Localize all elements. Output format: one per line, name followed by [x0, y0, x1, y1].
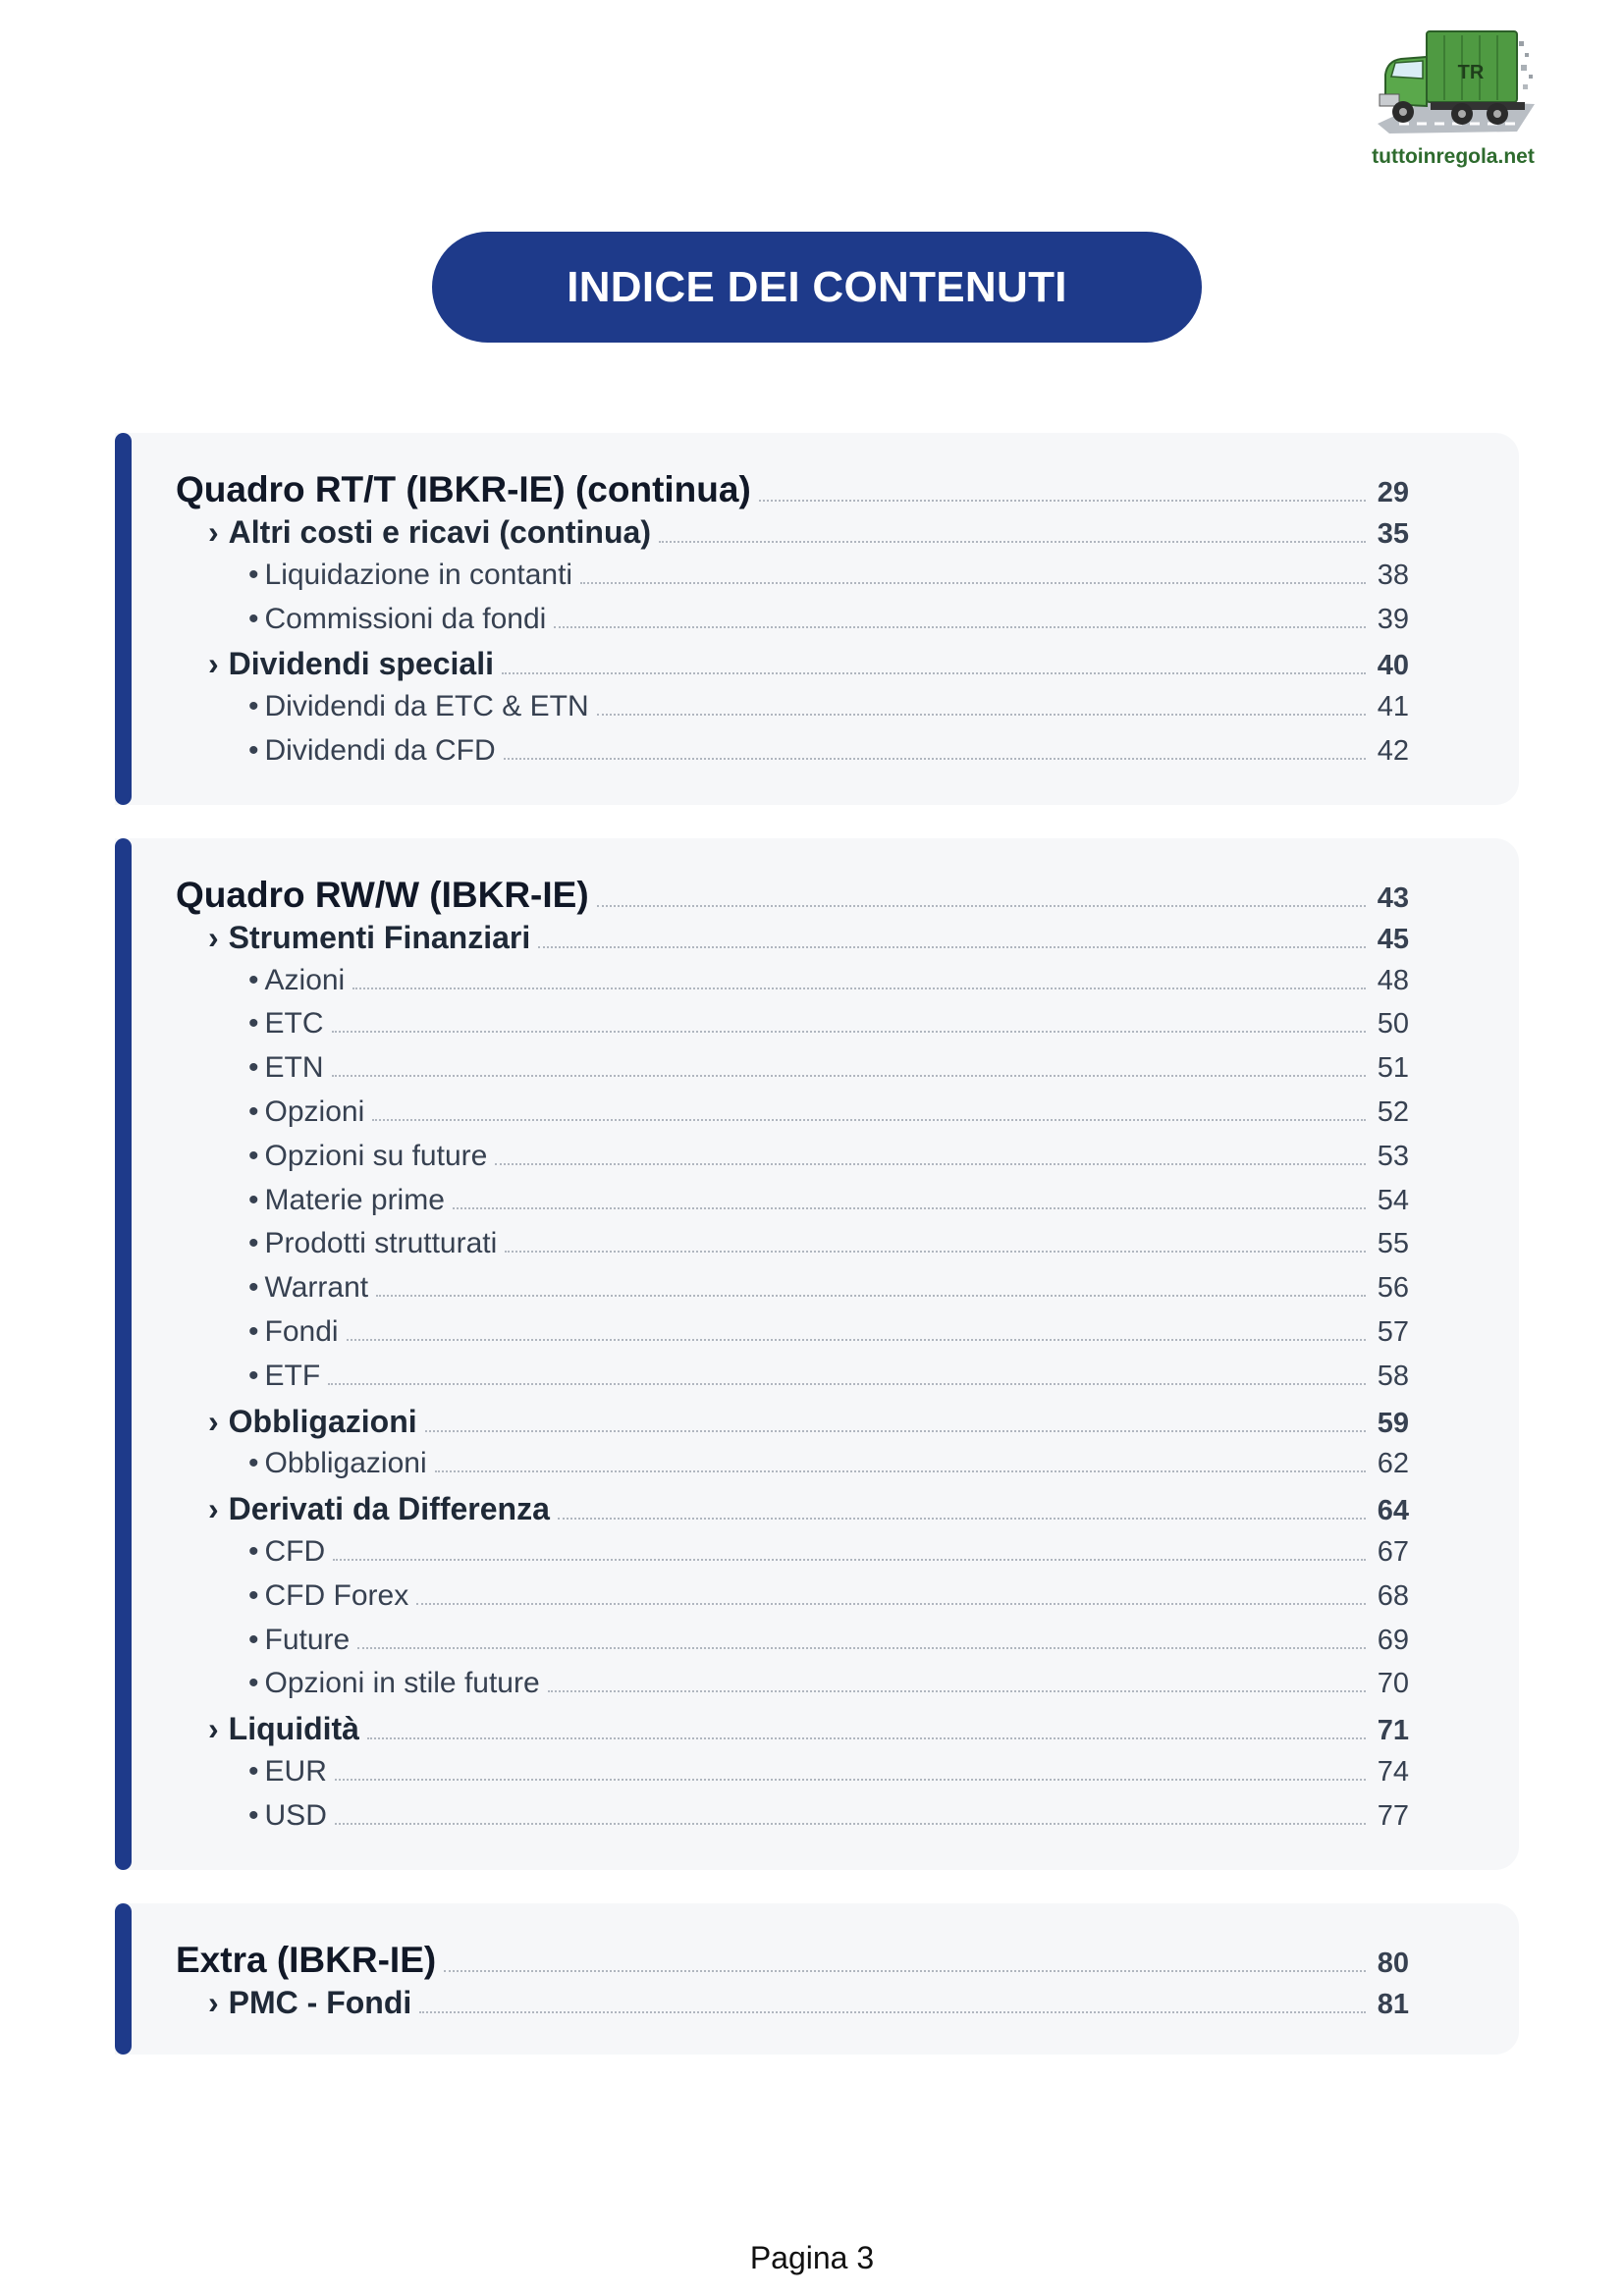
toc-page-number: 59: [1377, 1407, 1409, 1439]
toc-page-number: 50: [1377, 1008, 1409, 1041]
toc-entry-label: Dividendi da ETC & ETN: [264, 690, 589, 723]
toc-entry-label: Altri costi e ricavi (continua): [228, 514, 651, 550]
chevron-right-icon: ›: [208, 646, 219, 682]
bullet-icon: •: [248, 733, 259, 767]
bullet-icon: •: [248, 1447, 259, 1480]
toc-entry-label: Opzioni su future: [264, 1139, 488, 1172]
toc-entry-label: Materie prime: [264, 1183, 445, 1216]
dot-leader: [335, 1823, 1366, 1825]
dot-leader: [435, 1470, 1366, 1472]
bullet-icon: •: [248, 1051, 259, 1085]
bullet-icon: •: [248, 1095, 259, 1128]
toc-section-title: Extra (IBKR-IE): [176, 1939, 437, 1980]
toc-page-number: 57: [1377, 1315, 1409, 1348]
toc-page-number: 51: [1377, 1052, 1409, 1085]
dot-leader: [357, 1647, 1366, 1649]
dot-leader: [659, 541, 1366, 543]
toc-entry-label: PMC - Fondi: [228, 1984, 412, 2020]
toc-entry-label: Dividendi speciali: [228, 646, 494, 682]
toc-entry-label: Opzioni in stile future: [264, 1667, 540, 1700]
toc-entry[interactable]: [176, 1227, 1409, 1271]
dot-leader: [538, 946, 1365, 948]
logo-text: tuttoinregola.net: [1372, 145, 1535, 168]
bullet-icon: •: [248, 1227, 259, 1260]
toc-entry[interactable]: [176, 1315, 1409, 1360]
chevron-right-icon: ›: [208, 514, 219, 550]
dot-leader: [444, 1970, 1366, 1972]
dot-leader: [597, 905, 1366, 907]
toc-entry[interactable]: [176, 1360, 1409, 1404]
bullet-icon: •: [248, 1139, 259, 1172]
bullet-icon: •: [248, 1754, 259, 1788]
toc-page-number: 71: [1377, 1715, 1409, 1747]
toc-entry-label: Derivati da Differenza: [228, 1491, 550, 1527]
bullet-icon: •: [248, 1314, 259, 1348]
bullet-icon: •: [248, 1578, 259, 1612]
table-of-contents: [115, 433, 1519, 2055]
toc-page-number: 45: [1377, 923, 1409, 955]
dot-leader: [453, 1207, 1366, 1209]
toc-entry[interactable]: [176, 1007, 1409, 1051]
dot-leader: [367, 1737, 1366, 1739]
truck-icon: [1370, 22, 1537, 137]
page-title-text: INDICE DEI CONTENUTI: [567, 262, 1067, 311]
toc-section-extra: [115, 1903, 1519, 2056]
toc-entry-label: ETN: [264, 1051, 324, 1085]
toc-subsection[interactable]: [176, 1985, 1409, 2029]
logo: [1355, 22, 1551, 169]
toc-entry[interactable]: [176, 1667, 1409, 1711]
toc-entry[interactable]: [176, 1140, 1409, 1184]
bullet-icon: •: [248, 558, 259, 591]
toc-entry[interactable]: [176, 1755, 1409, 1799]
toc-page-number: 48: [1377, 964, 1409, 996]
dot-leader: [504, 758, 1366, 760]
toc-entry[interactable]: [176, 690, 1409, 734]
dot-leader: [352, 988, 1366, 989]
dot-leader: [554, 626, 1365, 628]
bullet-icon: •: [248, 690, 259, 723]
toc-entry-label: CFD Forex: [264, 1578, 409, 1612]
toc-section-heading[interactable]: [176, 469, 1409, 514]
toc-page-number: 29: [1377, 477, 1409, 508]
toc-page-number: 80: [1377, 1947, 1409, 1979]
toc-page-number: 74: [1377, 1755, 1409, 1788]
toc-page-number: 42: [1377, 734, 1409, 767]
toc-page-number: 43: [1377, 881, 1409, 914]
toc-page-number: 53: [1377, 1140, 1409, 1172]
toc-page-number: 41: [1377, 691, 1409, 723]
toc-entry-label: Strumenti Finanziari: [228, 919, 531, 955]
dot-leader: [597, 714, 1366, 716]
toc-page-number: 77: [1377, 1799, 1409, 1832]
toc-subsection[interactable]: [176, 514, 1409, 559]
page-number-label: Pagina 3: [749, 2240, 875, 2275]
dot-leader: [376, 1295, 1366, 1297]
toc-entry[interactable]: [176, 1051, 1409, 1095]
toc-entry-label: CFD: [264, 1534, 326, 1568]
toc-entry-label: USD: [264, 1798, 327, 1832]
toc-page-number: 67: [1377, 1535, 1409, 1568]
toc-entry-label: Commissioni da fondi: [264, 602, 547, 635]
svg-text:TR: TR: [1457, 62, 1485, 83]
toc-subsection[interactable]: [176, 920, 1409, 964]
toc-subsection[interactable]: [176, 646, 1409, 690]
dot-leader: [416, 1603, 1366, 1605]
bullet-icon: •: [248, 1667, 259, 1700]
dot-leader: [372, 1119, 1366, 1121]
toc-entry[interactable]: [176, 1095, 1409, 1140]
toc-entry[interactable]: [176, 1799, 1409, 1843]
bullet-icon: •: [248, 1798, 259, 1832]
dot-leader: [502, 672, 1366, 674]
toc-entry-label: ETF: [264, 1359, 321, 1392]
dot-leader: [328, 1383, 1366, 1385]
bullet-icon: •: [248, 1534, 259, 1568]
toc-entry[interactable]: [176, 1535, 1409, 1579]
toc-page-number: 40: [1377, 650, 1409, 682]
toc-entry[interactable]: [176, 734, 1409, 778]
toc-page-number: 39: [1377, 603, 1409, 635]
dot-leader: [332, 1075, 1366, 1077]
toc-entry-label: Azioni: [264, 963, 346, 996]
toc-subsection[interactable]: [176, 1491, 1409, 1535]
toc-section-rw: [115, 838, 1519, 1870]
page-title: [432, 232, 1202, 343]
toc-page-number: 38: [1377, 559, 1409, 591]
toc-subsection[interactable]: [176, 1711, 1409, 1755]
chevron-right-icon: ›: [208, 1984, 219, 2020]
toc-subsection[interactable]: [176, 1404, 1409, 1448]
toc-page-number: 58: [1377, 1360, 1409, 1392]
toc-page-number: 64: [1377, 1495, 1409, 1527]
bullet-icon: •: [248, 1271, 259, 1305]
toc-page-number: 70: [1377, 1668, 1409, 1700]
toc-entry[interactable]: [176, 1271, 1409, 1315]
toc-page-number: 56: [1377, 1272, 1409, 1305]
toc-entry-label: ETC: [264, 1007, 324, 1041]
dot-leader: [332, 1031, 1366, 1033]
toc-entry-label: Dividendi da CFD: [264, 733, 496, 767]
toc-entry-label: Opzioni: [264, 1095, 365, 1128]
dot-leader: [333, 1559, 1366, 1561]
dot-leader: [548, 1690, 1366, 1692]
toc-section-heading[interactable]: [176, 875, 1409, 920]
chevron-right-icon: ›: [208, 1711, 219, 1747]
dot-leader: [495, 1163, 1365, 1165]
bullet-icon: •: [248, 602, 259, 635]
chevron-right-icon: ›: [208, 919, 219, 955]
toc-entry-label: EUR: [264, 1754, 327, 1788]
toc-page-number: 55: [1377, 1228, 1409, 1260]
toc-entry-label: Obbligazioni: [264, 1447, 427, 1480]
toc-entry[interactable]: [176, 1184, 1409, 1228]
dot-leader: [335, 1779, 1366, 1781]
toc-section-title: Quadro RT/T (IBKR-IE) (continua): [176, 469, 751, 509]
toc-page-number: 69: [1377, 1624, 1409, 1656]
bullet-icon: •: [248, 963, 259, 996]
chevron-right-icon: ›: [208, 1403, 219, 1439]
toc-section-heading[interactable]: [176, 1940, 1409, 1985]
toc-entry-label: Fondi: [264, 1314, 339, 1348]
toc-page-number: 68: [1377, 1579, 1409, 1612]
toc-entry[interactable]: [176, 1579, 1409, 1624]
toc-section-title: Quadro RW/W (IBKR-IE): [176, 874, 589, 915]
page-footer: [0, 2240, 1624, 2276]
toc-entry[interactable]: [176, 964, 1409, 1008]
toc-section-rt: [115, 433, 1519, 805]
bullet-icon: •: [248, 1183, 259, 1216]
toc-entry-label: Prodotti strutturati: [264, 1227, 498, 1260]
toc-page-number: 52: [1377, 1095, 1409, 1128]
dot-leader: [347, 1339, 1366, 1341]
chevron-right-icon: ›: [208, 1491, 219, 1527]
dot-leader: [505, 1251, 1365, 1253]
toc-entry-label: Liquidità: [228, 1711, 359, 1747]
toc-entry[interactable]: [176, 1447, 1409, 1491]
toc-entry-label: Future: [264, 1623, 351, 1656]
dot-leader: [759, 500, 1366, 502]
dot-leader: [558, 1518, 1366, 1520]
toc-entry[interactable]: [176, 1624, 1409, 1668]
toc-entry-label: Liquidazione in contanti: [264, 558, 573, 591]
toc-entry-label: Obbligazioni: [228, 1403, 417, 1439]
dot-leader: [419, 2011, 1365, 2013]
toc-page-number: 81: [1377, 1988, 1409, 2020]
toc-page-number: 54: [1377, 1184, 1409, 1216]
toc-entry-label: Warrant: [264, 1271, 369, 1305]
toc-entry[interactable]: [176, 603, 1409, 647]
dot-leader: [425, 1430, 1366, 1432]
bullet-icon: •: [248, 1359, 259, 1392]
toc-entry[interactable]: [176, 559, 1409, 603]
toc-page-number: 35: [1377, 518, 1409, 550]
bullet-icon: •: [248, 1007, 259, 1041]
dot-leader: [580, 582, 1366, 584]
bullet-icon: •: [248, 1623, 259, 1656]
toc-page-number: 62: [1377, 1448, 1409, 1480]
